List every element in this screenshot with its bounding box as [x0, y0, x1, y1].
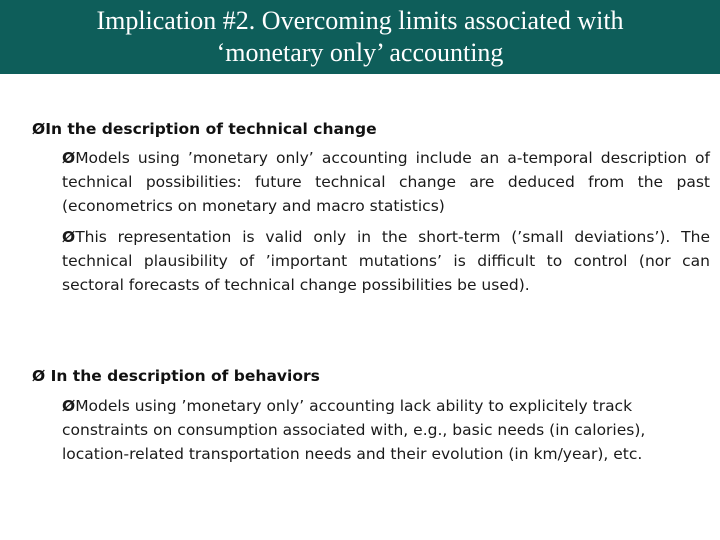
slide-title-bar — [0, 0, 720, 74]
section-heading-text: In the description of behaviors — [50, 367, 320, 385]
bullet-item — [62, 225, 710, 297]
section-heading-technical-change — [32, 120, 377, 138]
slide-title-line-2: ‘monetary only’ accounting — [216, 38, 504, 67]
section-heading-text: In the description of technical change — [45, 120, 377, 138]
arrow-bullet-icon: Ø — [62, 228, 76, 246]
bullet-item-text: Models using ’monetary only’ accounting lack ability to explicitely track constraints on consumption associated with, e.g., basic needs (in calories), location-related transportation needs and their evolution (in km/year), etc. — [62, 397, 646, 463]
bullet-item — [62, 394, 710, 466]
section-heading-behaviors — [32, 367, 320, 385]
bullet-item-text: This representation is valid only in the short-term (’small deviations’). The technical plausibility of ’important mutations’ is difficult to control (nor can sectoral forecasts of technical change possibilities be used). — [62, 228, 710, 294]
arrow-bullet-icon: Ø — [62, 149, 76, 167]
arrow-bullet-icon: Ø — [32, 367, 46, 385]
arrow-bullet-icon: Ø — [32, 120, 46, 138]
bullet-item — [62, 146, 710, 218]
bullet-item-text: Models using ’monetary only’ accounting include an a-temporal description of technical possibilities: future technical change are deduced from the past (econometrics on monetary and macro statistics) — [62, 149, 710, 215]
arrow-bullet-icon: Ø — [62, 397, 76, 415]
slide-title-line-1: Implication #2. Overcoming limits associated with — [96, 6, 624, 35]
